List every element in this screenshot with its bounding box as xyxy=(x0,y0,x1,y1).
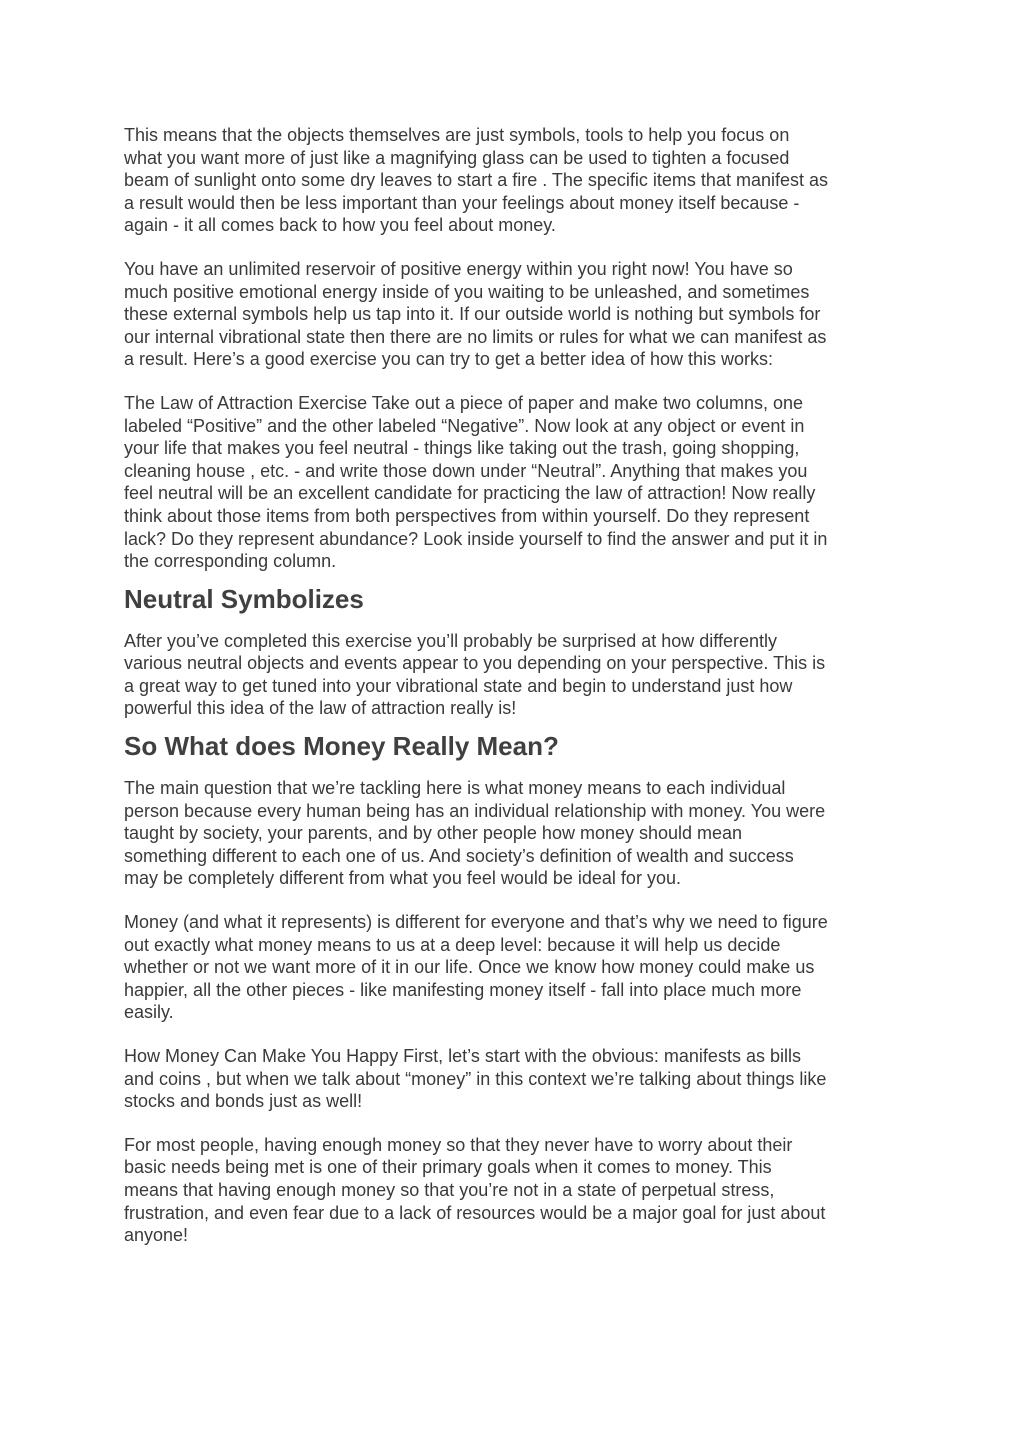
heading-neutral-symbolizes: Neutral Symbolizes xyxy=(124,583,364,614)
paragraph-law-of-attraction-exercise: The Law of Attraction Exercise Take out a piece of paper and make two columns, one labeled “Positive” and the other labeled “Negative”. Now look at any object or event in your life that makes you feel neutral - things like taking out the trash, going shopping, cleaning house , etc. - and write those down under “Neutral”. Anything that makes you feel neutral will be an excellent candidate for practicing the law of attraction! Now really think about those items from both perspectives from within yourself. Do they represent lack? Do they represent abundance? Look inside yourself to find the answer and put it in the corresponding column. xyxy=(124,392,828,572)
paragraph-how-money-makes-happy: How Money Can Make You Happy First, let’s start with the obvious: manifests as bills and coins , but when we talk about “money” in this context we’re talking about things like stocks and bonds just as well! xyxy=(124,1046,827,1112)
paragraph-money-represents: Money (and what it represents) is different for everyone and that’s why we need to figure out exactly what money means to us at a deep level: because it will help us decide whether or not we want more of it in our life. Once we know how money could make us happier, all the other pieces - like manifesting money itself - fall into place much more easily. xyxy=(124,912,828,1023)
document-page xyxy=(124,124,904,1268)
heading-what-does-money-mean: So What does Money Really Mean? xyxy=(124,731,559,762)
paragraph-basic-needs: For most people, having enough money so that they never have to worry about their basic needs being met is one of their primary goals when it comes to money. This means that having enough money so that you’re not in a state of perpetual stress, frustration, and even fear due to a lack of resources would be a major goal for just about anyone! xyxy=(124,1134,826,1246)
paragraph-after-exercise: After you’ve completed this exercise you’ll probably be surprised at how differently various neutral objects and events appear to you depending on your perspective. This is a great way to get tuned into your vibrational state and begin to understand just how powerful this idea of the law of attraction really is! xyxy=(124,630,826,719)
paragraph-main-question: The main question that we’re tackling here is what money means to each individual person because every human being has an individual relationship with money. You were taught by society, your parents, and by other people how money should mean something different to each one of us. And society’s definition of wealth and success may be completely different from what you feel would be ideal for you. xyxy=(124,778,826,889)
paragraph-objects-as-symbols: This means that the objects themselves are just symbols, tools to help you focus on what you want more of just like a magnifying glass can be used to tighten a focused beam of sunlight onto some dry leaves to start a fire . The specific items that manifest as a result would then be less important than your feelings about money itself because - again - it all comes back to how you feel about money. xyxy=(124,125,828,236)
paragraph-positive-energy: You have an unlimited reservoir of positive energy within you right now! You have so much positive emotional energy inside of you waiting to be unleashed, and sometimes these external symbols help us tap into it. If our outside world is nothing but symbols for our internal vibrational state then there are no limits or rules for what we can manifest as a result. Here’s a good exercise you can try to get a better idea of how this works: xyxy=(124,258,827,370)
